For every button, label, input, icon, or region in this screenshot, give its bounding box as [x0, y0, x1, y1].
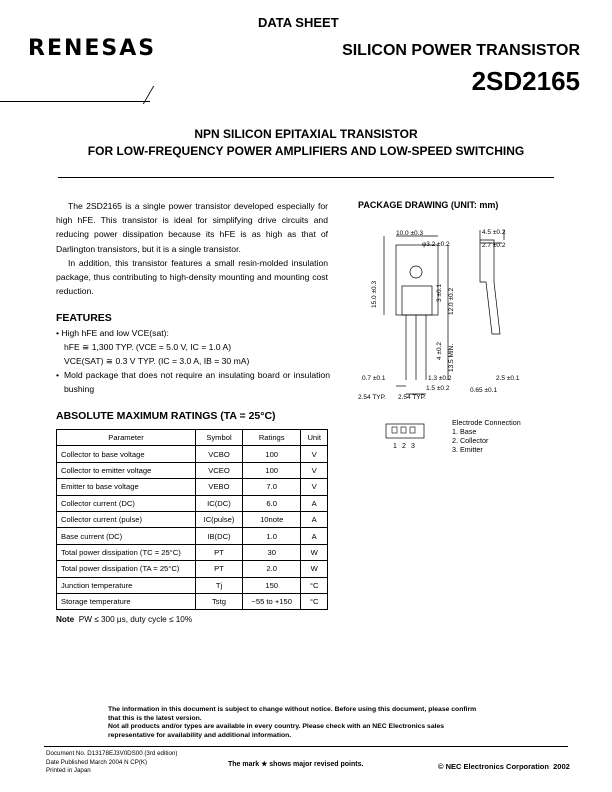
table-row — [57, 462, 328, 478]
pin-3: 3 — [411, 443, 415, 450]
table-row — [57, 511, 328, 527]
table-cell: W — [301, 561, 328, 577]
table-cell: 6.0 — [242, 495, 300, 511]
feature-vcesat: VCE(SAT) ≅ 0.3 V TYP. (IC = 3.0 A, IB = 30 mA) — [64, 356, 250, 366]
table-cell: A — [301, 528, 328, 544]
table-cell: 100 — [242, 446, 300, 462]
table-cell: Parameter — [57, 430, 196, 446]
ratings-heading: ABSOLUTE MAXIMUM RATINGS (TA = 25°C) — [56, 410, 276, 422]
table-cell: Emitter to base voltage — [57, 479, 196, 495]
feature-item: • Mold package that does not require an insulating board or insulation bushing — [56, 370, 330, 394]
description-p1: The 2SD2165 is a single power transistor developed especially for high hFE. This transistor is ideal for simplifying drive circuits and reducing power dissipation because its hFE is as high as that of Darlington transistors, but it is a single transistor. — [56, 201, 328, 254]
dim-lead-width: 0.7 ±0.1 — [362, 375, 386, 382]
copyright: © NEC Electronics Corporation 2002 — [438, 762, 570, 771]
table-cell: 10note — [242, 511, 300, 527]
title-line-1: NPN SILICON EPITAXIAL TRANSISTOR — [194, 127, 418, 141]
table-cell: A — [301, 511, 328, 527]
title-separator — [58, 177, 554, 178]
ratings-note: Note PW ≤ 300 μs, duty cycle ≤ 10% — [56, 615, 193, 624]
dim-pitch-2: 2.54 TYP. — [398, 394, 426, 401]
description-p2: In addition, this transistor features a small resin-molded insulation package, thus contributing to high-density mounting and mounting cost reduction. — [56, 258, 328, 297]
dim-t4: 0.65 ±0.1 — [470, 387, 498, 394]
table-cell: 100 — [242, 462, 300, 478]
table-row — [57, 561, 328, 577]
ratings-table — [56, 429, 328, 610]
package-window — [402, 286, 432, 315]
table-row — [57, 593, 328, 609]
pin-diagram — [384, 420, 434, 452]
table-header — [57, 430, 328, 446]
table-cell: 7.0 — [242, 479, 300, 495]
notice: The information in this document is subject to change without notice. Before using this document, please confirm that this is the latest version. Not all products and/or types are available in every country. Please check with an NEC Electronics sales representative for availability and additional information. — [108, 706, 477, 739]
feature-item: • High hFE and low VCE(sat): — [56, 328, 169, 338]
dim-height: 15.0 ±0.3 — [371, 280, 378, 308]
table-cell: Collector to base voltage — [57, 446, 196, 462]
feature-hfe: hFE ≅ 1,300 TYP. (VCE = 5.0 V, IC = 1.0 A) — [64, 342, 232, 352]
table-cell: V — [301, 462, 328, 478]
dim-4: 4 ±0.2 — [436, 341, 443, 360]
table-cell: Base current (DC) — [57, 528, 196, 544]
dim-p1: 1.3 ±0.2 — [428, 375, 452, 382]
table-cell: °C — [301, 593, 328, 609]
table-row — [57, 479, 328, 495]
table-cell: 1.0 — [242, 528, 300, 544]
table-row — [57, 577, 328, 593]
table-cell: Collector to emitter voltage — [57, 462, 196, 478]
table-cell: Ratings — [242, 430, 300, 446]
table-cell: PT — [196, 544, 243, 560]
package-drawing — [352, 222, 542, 412]
table-cell: V — [301, 446, 328, 462]
table-cell: Collector current (pulse) — [57, 511, 196, 527]
table-cell: °C — [301, 577, 328, 593]
table-cell: VCBO — [196, 446, 243, 462]
dim-t3: 2.5 ±0.1 — [496, 375, 520, 382]
brand-logo: RENESAS — [28, 36, 157, 61]
dim-width: 10.0 ±0.3 — [396, 230, 424, 237]
table-cell: Junction temperature — [57, 577, 196, 593]
table-row — [57, 528, 328, 544]
doc-info: Document No. D13178EJ3V0DS00 (3rd edition) Date Published March 2004 N CP(K) Printed in Japan — [46, 750, 178, 775]
table-cell: W — [301, 544, 328, 560]
table-cell: −55 to +150 — [242, 593, 300, 609]
table-row — [57, 495, 328, 511]
title-line-2: FOR LOW-FREQUENCY POWER AMPLIFIERS AND LOW-SPEED SWITCHING — [87, 144, 525, 158]
part-number: 2SD2165 — [471, 66, 580, 96]
table-row — [57, 544, 328, 560]
table-cell: Storage temperature — [57, 593, 196, 609]
dim-12: 12.0 ±0.2 — [448, 287, 455, 315]
doc-type: DATA SHEET — [258, 15, 339, 30]
table-cell: V — [301, 479, 328, 495]
revision-mark: The mark ★ shows major revised points. — [228, 761, 364, 768]
table-cell: IB(DC) — [196, 528, 243, 544]
dim-hole: φ3.2 ±0.2 — [422, 241, 450, 248]
dim-t1: 4.5 ±0.2 — [482, 229, 506, 236]
table-cell: Total power dissipation (TC = 25°C) — [57, 544, 196, 560]
table-cell: Collector current (DC) — [57, 495, 196, 511]
dim-pitch-1: 2.54 TYP. — [358, 394, 386, 401]
table-cell: VEBO — [196, 479, 243, 495]
dim-3: 3 ±0.1 — [436, 283, 443, 302]
features-heading: FEATURES — [56, 312, 112, 324]
table-cell: 30 — [242, 544, 300, 560]
pin-2: 2 — [402, 443, 406, 450]
side-view — [480, 240, 500, 334]
dim-lead: 13.5 MIN. — [448, 343, 455, 372]
table-cell: PT — [196, 561, 243, 577]
table-cell: Total power dissipation (TA = 25°C) — [57, 561, 196, 577]
table-cell: Tstg — [196, 593, 243, 609]
pin-1: 1 — [393, 443, 397, 450]
table-cell: Symbol — [196, 430, 243, 446]
electrode-connection: Electrode Connection 1. Base 2. Collector 3. Emitter — [452, 418, 521, 454]
dim-t2: 2.7 ±0.2 — [482, 242, 506, 249]
table-cell: IC(DC) — [196, 495, 243, 511]
table-cell: 2.0 — [242, 561, 300, 577]
package-heading: PACKAGE DRAWING (UNIT: mm) — [358, 200, 499, 210]
table-cell: 150 — [242, 577, 300, 593]
table-cell: IC(pulse) — [196, 511, 243, 527]
table-cell: A — [301, 495, 328, 511]
subtitle: SILICON POWER TRANSISTOR — [342, 42, 580, 59]
mounting-hole — [410, 266, 422, 278]
table-row — [57, 446, 328, 462]
table-cell: Unit — [301, 430, 328, 446]
table-cell: Tj — [196, 577, 243, 593]
header-rule — [0, 101, 150, 102]
features-list — [56, 326, 330, 396]
dim-p2: 1.5 ±0.2 — [426, 385, 450, 392]
footer-rule — [44, 746, 568, 747]
table-cell: VCEO — [196, 462, 243, 478]
